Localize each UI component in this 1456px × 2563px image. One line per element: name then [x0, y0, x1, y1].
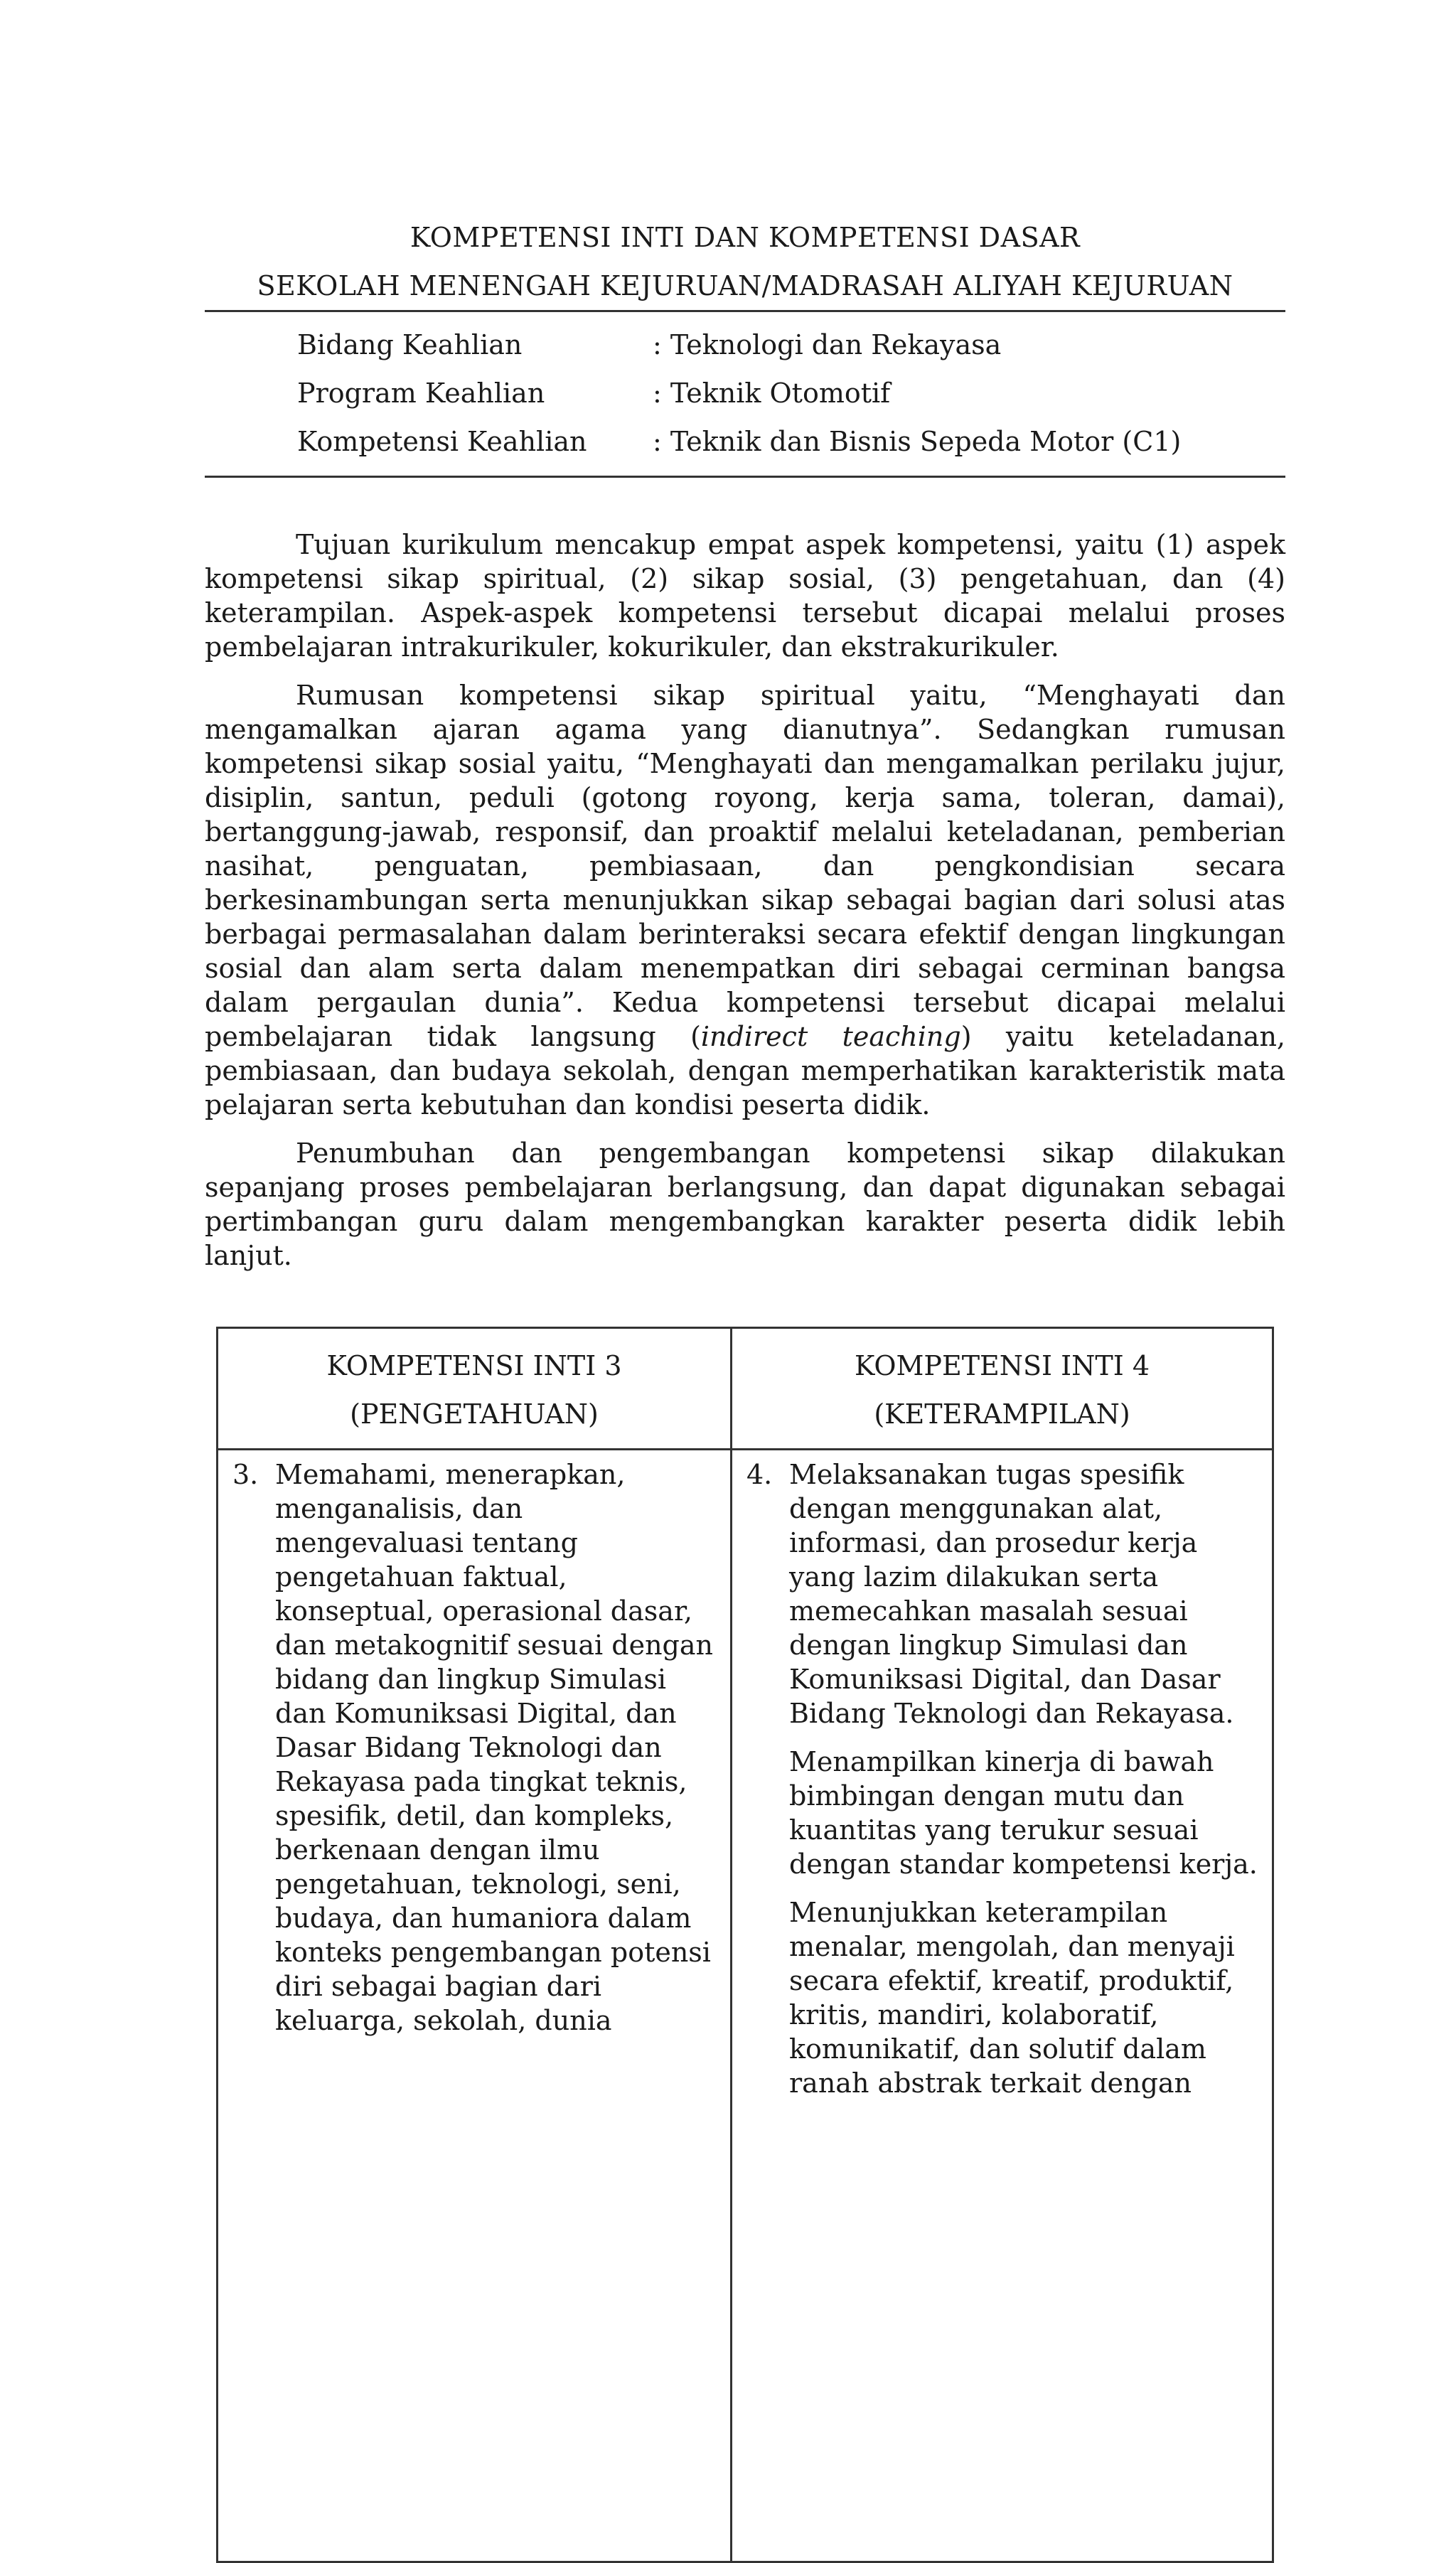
header-ki-3 — [218, 1328, 732, 1450]
body-text — [205, 528, 1285, 1273]
item-text-2: Menampilkan kinerja di bawah bimbingan dengan mutu dan kuantitas yang terukur sesuai dengan standar kompetensi kerja. — [789, 1746, 1258, 1880]
document-page — [205, 213, 1286, 2099]
paragraph-rumusan — [205, 678, 1285, 1122]
paragraph-rumusan-part-2: ) yaitu keteladanan, pembiasaan, dan budaya sekolah, dengan memperhatikan karakteristik mata pelajaran serta kebutuhan dan kondisi peserta didik. — [205, 1021, 1286, 1120]
program-info — [205, 312, 1285, 476]
meta-row-kompetensi — [297, 417, 1285, 466]
item-text: Memahami, menerapkan, menganalisis, dan mengevaluasi tentang pengetahuan faktual, konseptual, operasional dasar, dan metakognitif sesuai dengan bidang dan lingkup Simulasi dan Komuniksasi Digital, dan Dasar Bidang Teknologi dan Rekayasa pada tingkat teknis, spesifik, detil, dan kompleks, berkenaan dengan ilmu pengetahuan, teknologi, seni, budaya, dan humaniora dalam konteks pengembangan potensi diri sebagai bagian dari keluarga, sekolah, dunia — [275, 1459, 713, 2036]
meta-label: Program Keahlian — [297, 378, 545, 409]
paragraph-penumbuhan: Penumbuhan dan pengembangan kompetensi sikap dilakukan sepanjang proses pembelajaran berlangsung, dan dapat digunakan sebagai pertimbangan guru dalam mengembangkan karakter peserta didik lebih lanjut. — [205, 1138, 1285, 1271]
paragraph-rumusan-part-1: Rumusan kompetensi sikap spiritual yaitu, “Menghayati dan mengamalkan ajaran agama yang dianutnya”. Sedangkan rumusan kompetensi sikap sosial yaitu, “Menghayati dan mengamalkan perilaku jujur, disiplin, santun, peduli (gotong royong, kerja sama, toleran, damai), bertanggung-jawab, responsif, dan proaktif melalui keteladanan, pemberian nasihat, penguatan, pembiasaan, dan pengkondisian secara berkesinambungan serta menunjukkan sikap sebagai bagian dari solusi atas berbagai permasalahan dalam berinteraksi secara efektif dengan lingkungan sosial dan alam serta dalam menempatkan diri sebagai cerminan bangsa dalam pergaulan dunia”. Kedua kompetensi tersebut dicapai melalui pembelajaran tidak langsung ( — [205, 680, 1285, 1052]
item-text-3: Menunjukkan keterampilan menalar, mengolah, dan menyaji secara efektif, kreatif, produktif, kritis, mandiri, kolaboratif, komunikatif, dan solutif dalam ranah abstrak terkait dengan — [789, 1897, 1235, 2099]
meta-label: Bidang Keahlian — [297, 329, 523, 360]
list-item — [746, 1457, 1258, 2114]
cell-ki-4 — [732, 1450, 1273, 2562]
document-title-line-2: SEKOLAH MENENGAH KEJURUAN/MADRASAH ALIYAH KEJURUAN — [257, 270, 1233, 301]
meta-value: : Teknik Otomotif — [653, 378, 891, 409]
header-ki-3-title: KOMPETENSI INTI 3 — [326, 1350, 622, 1381]
list-item — [232, 1457, 716, 2052]
paragraph-rumusan-italic: indirect teaching — [700, 1021, 961, 1052]
paragraph-tujuan: Tujuan kurikulum mencakup empat aspek kompetensi, yaitu (1) aspek kompetensi sikap spiritual, (2) sikap sosial, (3) pengetahuan, dan (4) keterampilan. Aspek-aspek kompetensi tersebut dicapai melalui proses pembelajaran intrakurikuler, kokurikuler, dan ekstrakurikuler. — [205, 529, 1285, 663]
cell-ki-3 — [218, 1450, 732, 2562]
item-text-1: Melaksanakan tugas spesifik dengan menggunakan alat, informasi, dan prosedur kerja yang lazim dilakukan serta memecahkan masalah sesuai dengan lingkup Simulasi dan Komuniksasi Digital, dan Dasar Bidang Teknologi dan Rekayasa. — [789, 1459, 1234, 1729]
meta-row-program — [297, 369, 1285, 417]
meta-row-bidang — [297, 321, 1285, 369]
document-title-line-1: KOMPETENSI INTI DAN KOMPETENSI DASAR — [410, 222, 1081, 253]
header-bottom-rule — [205, 476, 1285, 478]
header-ki-4-subtitle: (KETERAMPILAN) — [874, 1398, 1130, 1430]
header-ki-4-title: KOMPETENSI INTI 4 — [854, 1350, 1150, 1381]
meta-value: : Teknologi dan Rekayasa — [653, 329, 1002, 360]
item-number: 3. — [232, 1459, 259, 1490]
header-ki-3-subtitle: (PENGETAHUAN) — [350, 1398, 599, 1430]
header-ki-4 — [732, 1328, 1273, 1450]
table-header-row — [218, 1328, 1273, 1450]
meta-label: Kompetensi Keahlian — [297, 426, 587, 457]
kompetensi-inti-table — [216, 1327, 1274, 2563]
meta-value: : Teknik dan Bisnis Sepeda Motor (C1) — [653, 426, 1182, 457]
item-number: 4. — [746, 1459, 773, 1490]
table-row — [218, 1450, 1273, 2562]
